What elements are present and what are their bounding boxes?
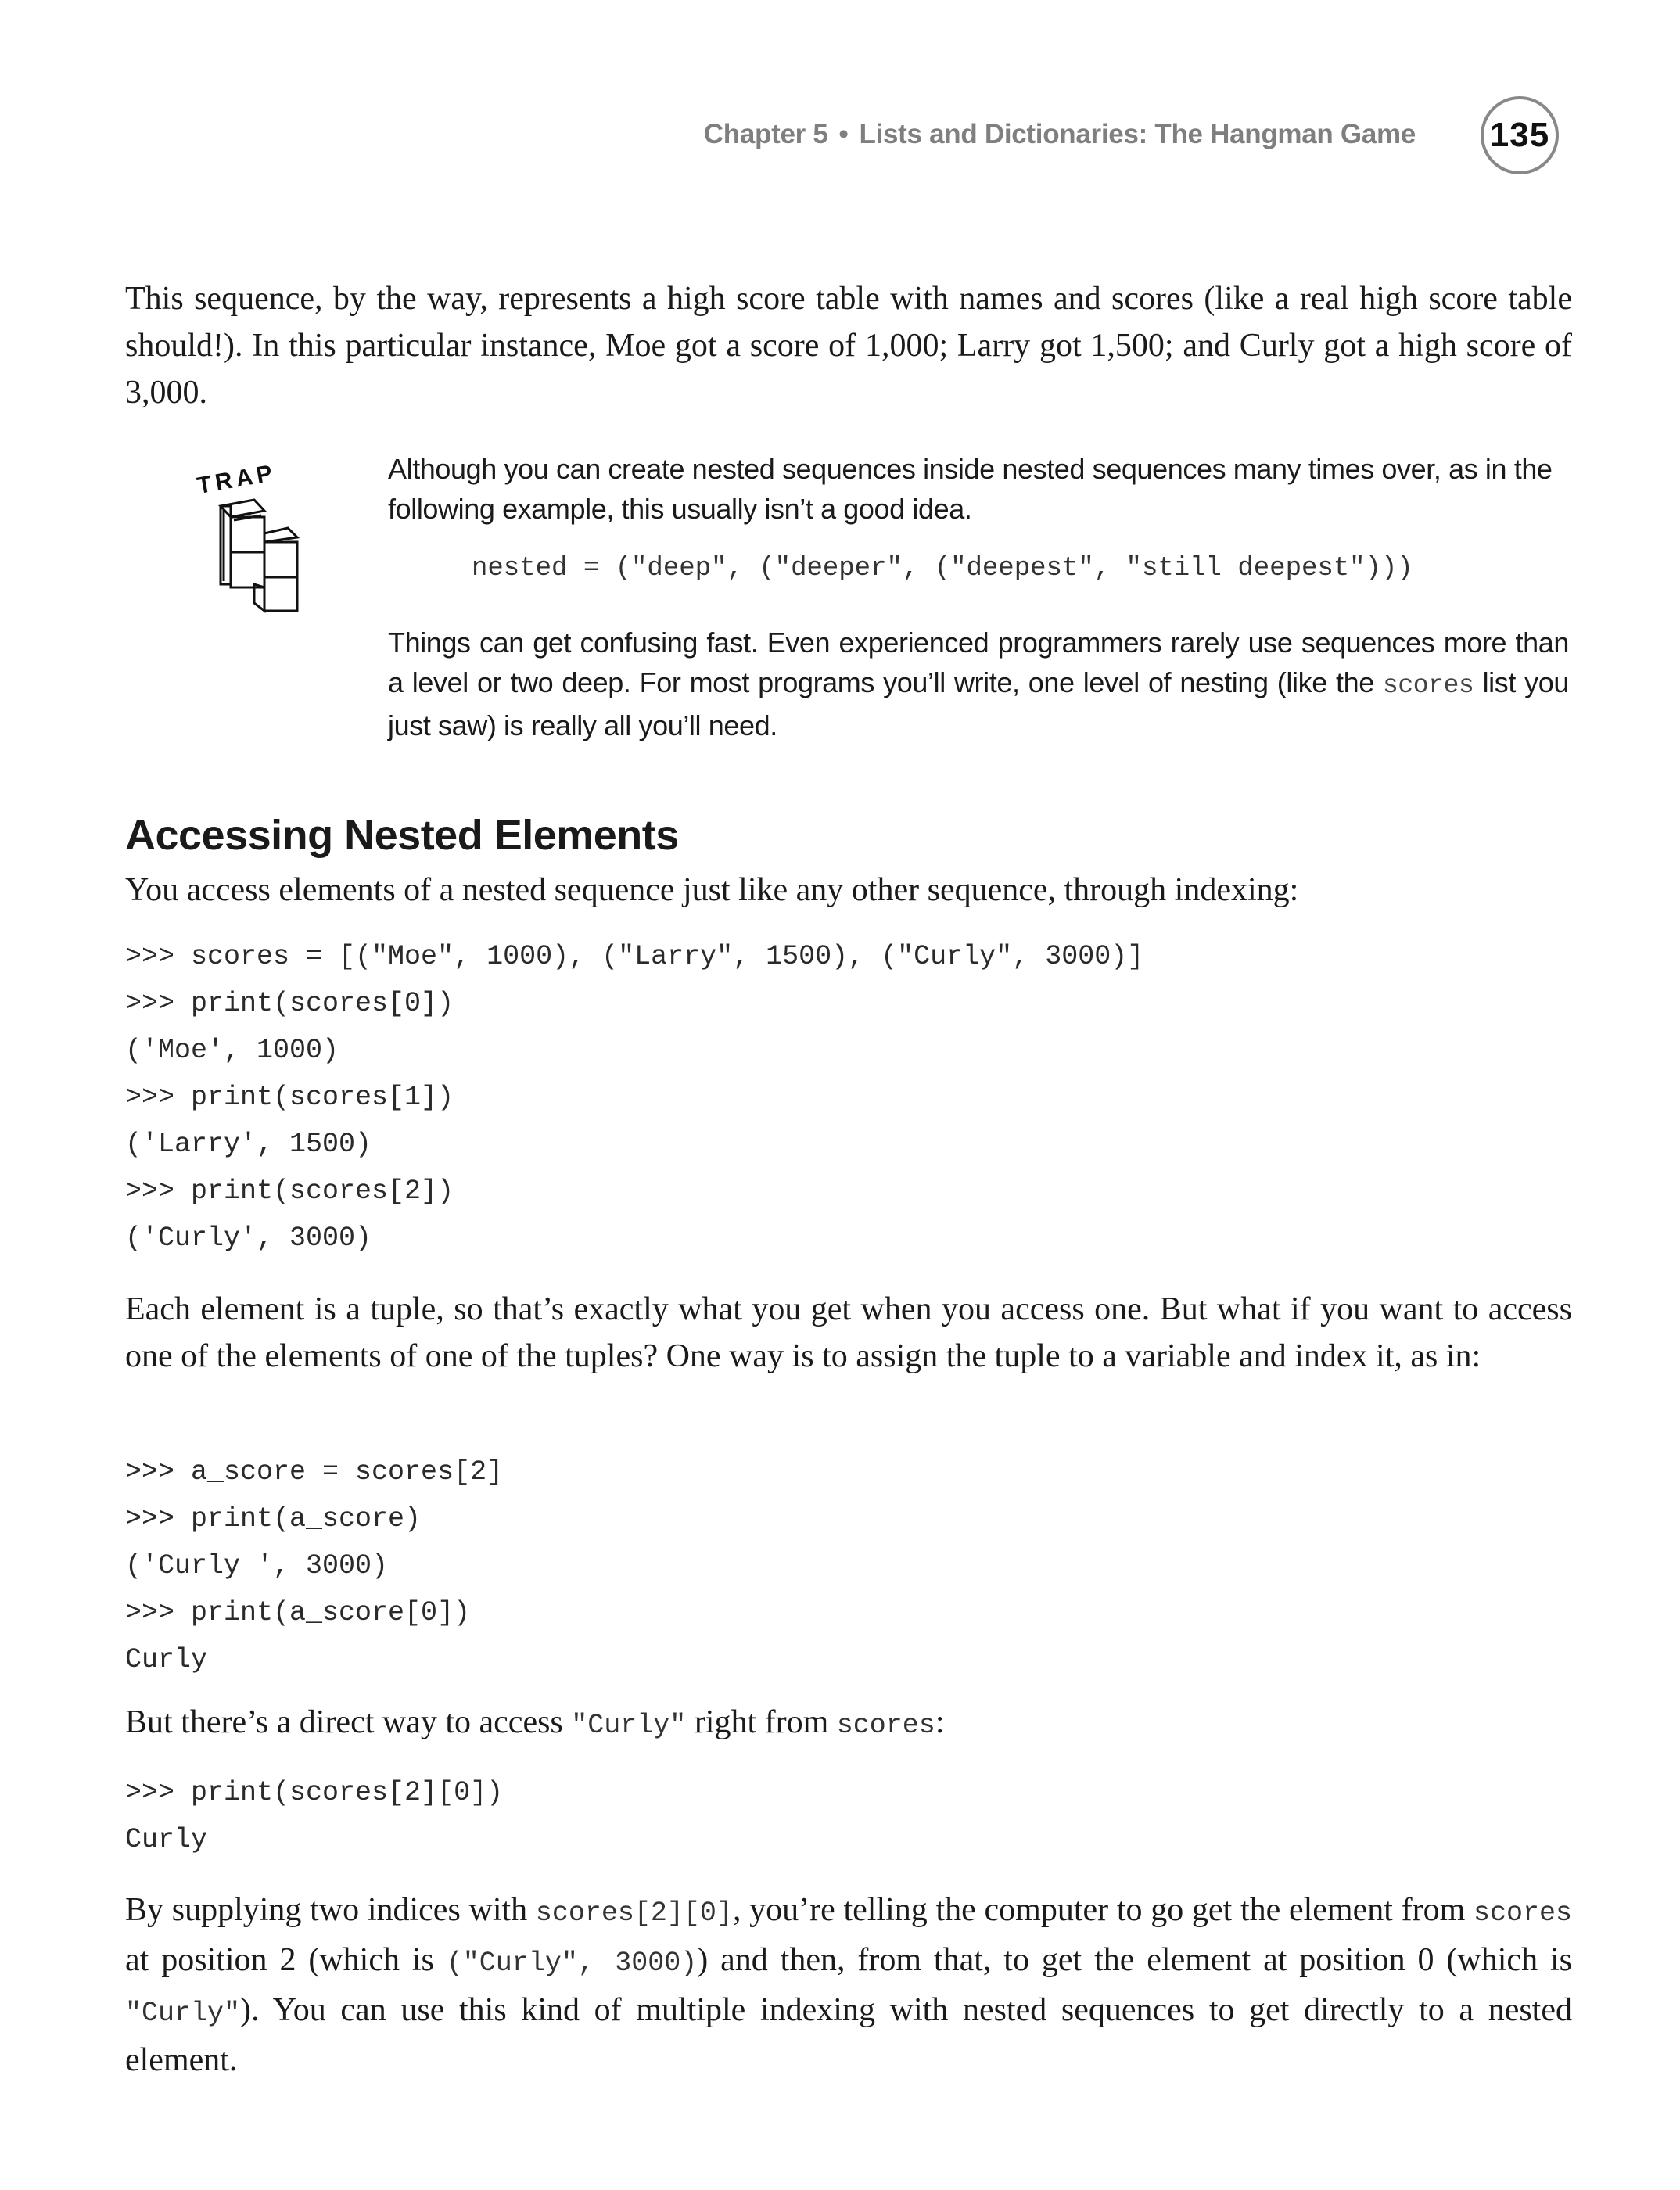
text-part: But there’s a direct way to access (125, 1704, 572, 1740)
paragraph-2: Each element is a tuple, so that’s exactly what you get when you access one. But what if you want to access one of the elements of one of the tuples? One way is to assign the tuple to a variable and index it, as in: (125, 1291, 1572, 1374)
paragraph-4 (125, 1887, 1572, 2084)
inline-code: scores[2][0] (535, 1897, 733, 1929)
text-part: By supplying two indices with (125, 1892, 536, 1928)
section-intro: You access elements of a nested sequence just like any other sequence, through indexing: (125, 872, 1299, 908)
code-line: Curly (125, 1644, 208, 1675)
trap-text-1: Although you can create nested sequences inside nested sequences many times over, as in the following example, this usually isn’t a good idea. (388, 453, 1553, 525)
text-part: ). You can use this kind of multiple indexing with nested sequences to get directly to a nested element. (125, 1992, 1572, 2078)
inline-code: "Curly" (571, 1710, 687, 1741)
code-line: ('Curly ', 3000) (125, 1550, 389, 1581)
inline-code: ("Curly", 3000) (446, 1948, 698, 1979)
code-block-3 (125, 1769, 503, 1863)
trap-code-example: nested = ("deep", ("deeper", ("deepest", "still deepest"))) (472, 554, 1413, 583)
code-line: ('Larry', 1500) (125, 1129, 372, 1160)
chapter-title: Lists and Dictionaries: The Hangman Game (859, 119, 1416, 149)
chapter-label: Chapter 5 (703, 119, 828, 149)
code-line: ('Moe', 1000) (125, 1035, 339, 1066)
inline-code: "Curly" (125, 1998, 241, 2029)
code-line: >>> print(a_score) (125, 1503, 422, 1535)
code-block-2 (125, 1449, 503, 1683)
text-part: right from (686, 1704, 837, 1740)
text-part: : (935, 1704, 945, 1740)
text-part: , you’re telling the computer to go get the element from (732, 1892, 1474, 1928)
trap-label: TRAP (195, 459, 278, 500)
text-part: at position 2 (which is (125, 1942, 447, 1978)
code-line: >>> scores = [("Moe", 1000), ("Larry", 1500), ("Curly", 3000)] (125, 941, 1144, 972)
paragraph-3 (125, 1699, 1572, 1749)
page-number: 135 (1481, 96, 1559, 174)
inline-code: scores (836, 1710, 935, 1741)
inline-code: scores (1473, 1897, 1572, 1929)
trap-text-2 (388, 623, 1569, 745)
code-block-1 (125, 933, 1143, 1262)
text-part: ) and then, from that, to get the element at position 0 (which is (697, 1942, 1572, 1978)
code-line: Curly (125, 1824, 208, 1855)
section-heading: Accessing Nested Elements (125, 812, 679, 859)
code-line: ('Curly', 3000) (125, 1222, 372, 1254)
header-bullet: • (838, 119, 849, 149)
inline-code: scores (1383, 671, 1474, 700)
intro-paragraph: This sequence, by the way, represents a high score table with names and scores (like a real high score table should!). In this particular instance, Moe got a score of 1,000; Larry got 1,500; and Curly got a high score of 3,000. (125, 281, 1572, 411)
code-line: >>> print(a_score[0]) (125, 1597, 471, 1628)
trap-icon (188, 450, 328, 614)
code-line: >>> print(scores[0]) (125, 988, 454, 1019)
code-line: >>> print(scores[2][0]) (125, 1777, 504, 1808)
trap-text-2-part: list you just saw) is really all you’ll need. (388, 666, 1569, 741)
trap-text-2-part: Things can get confusing fast. Even experienced programmers rarely use sequences more than a level or two deep. For most programs you’ll write, one level of nesting (like the (388, 626, 1569, 698)
code-line: >>> print(scores[1]) (125, 1082, 454, 1113)
code-line: >>> print(scores[2]) (125, 1176, 454, 1207)
running-header (610, 119, 1416, 150)
code-line: >>> a_score = scores[2] (125, 1456, 504, 1488)
